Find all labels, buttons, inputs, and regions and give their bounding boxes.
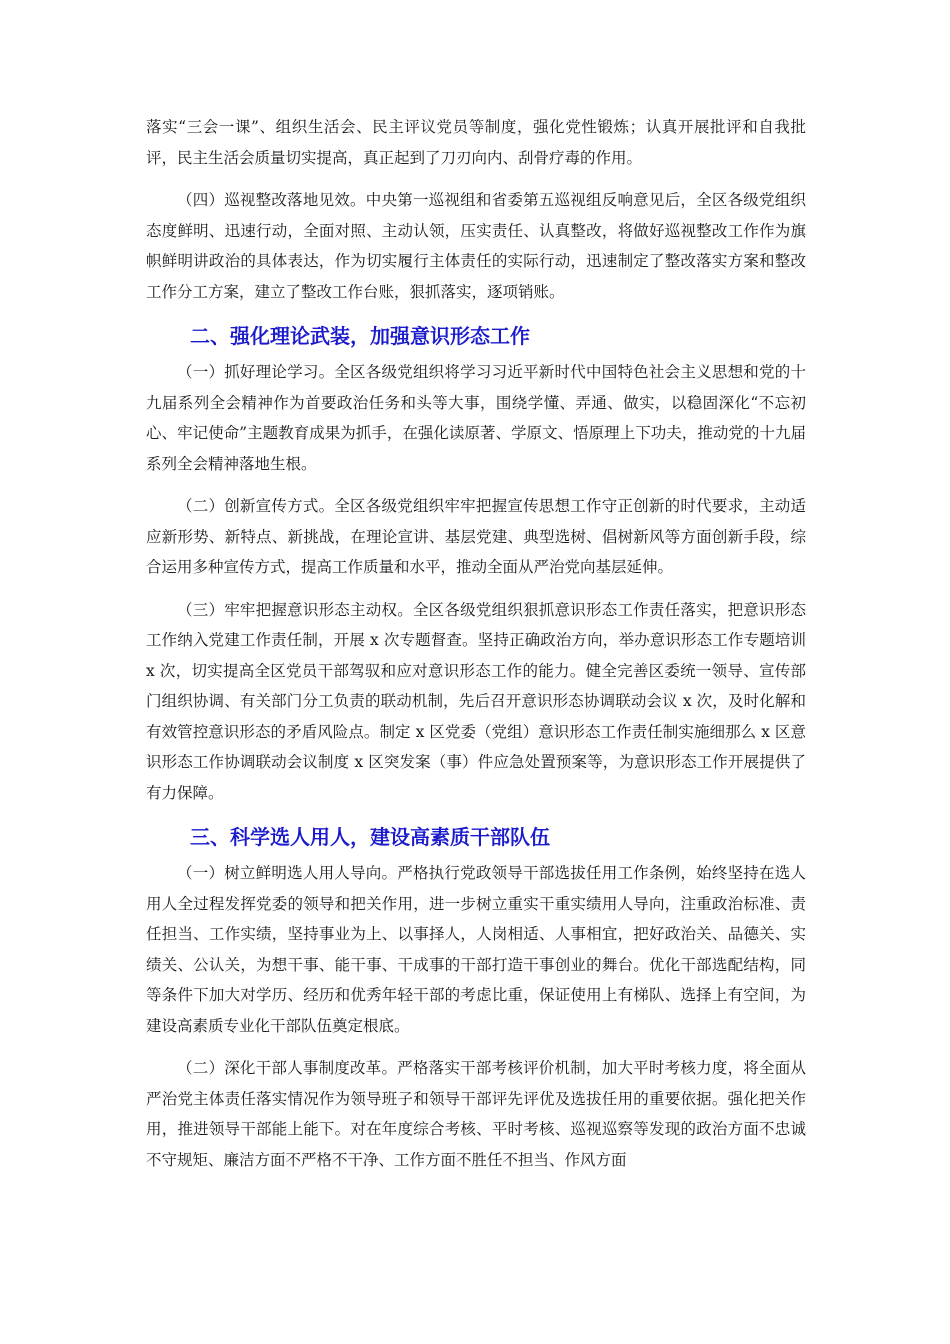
paragraph-inspection-rectification: （四）巡视整改落地见效。中央第一巡视组和省委第五巡视组反响意见后，全区各级党组织态度鲜明、迅速行动，全面对照、主动认领，压实责任、认真整改，将做好巡视整改工作作为旗帜鲜明讲政治的具体表达，作为切实履行主体责任的实际行动，迅速制定了整改落实方案和整改工作分工方案，建立了整改工作台账，狠抓落实，逐项销账。 [146,191,806,301]
section-heading-3: 三、科学选人用人，建设高素质干部队伍 [190,825,550,849]
paragraph-selection-orientation: （一）树立鲜明选人用人导向。严格执行党政领导干部选拔任用工作条例，始终坚持在选人用人全过程发挥党委的领导和把关作用，进一步树立重实干重实绩用人导向，注重政治标准、责任担当、工作实绩，坚持事业为上、以事择人，人岗相适、人事相宜，把好政治关、品德关、实绩关、公认关，为想干事、能干事、干成事的干部打造干事创业的舞台。优化干部选配结构，同等条件下加大对学历、经历和优秀年轻干部的考虑比重，保证使用上有梯队、选择上有空间，为建设高素质专业化干部队伍奠定根底。 [146,864,806,1035]
paragraph-theory-study: （一）抓好理论学习。全区各级党组织将学习习近平新时代中国特色社会主义思想和党的十九届系列全会精神作为首要政治任务和头等大事，围绕学懂、弄通、做实，以稳固深化“不忘初心、牢记使命”主题教育成果为抓手，在强化读原著、学原文、悟原理上下功夫，推动党的十九届系列全会精神落地生根。 [146,363,806,473]
paragraph-personnel-reform: （二）深化干部人事制度改革。严格落实干部考核评价机制，加大平时考核力度，将全面从严治党主体责任落实情况作为领导班子和领导干部评先评优及选拔任用的重要依据。强化把关作用，推进领导干部能上能下。对在年度综合考核、平时考核、巡视巡察等发现的政治方面不忠诚不守规矩、廉洁方面不严格不干净、工作方面不胜任不担当、作风方面 [146,1059,806,1169]
document-page [146,0,806,1175]
paragraph-publicity-innovation: （二）创新宣传方式。全区各级党组织牢牢把握宣传思想工作守正创新的时代要求，主动适应新形势、新特点、新挑战，在理论宣讲、基层党建、典型选树、倡树新风等方面创新手段，综合运用多种宣传方式，提高工作质量和水平，推动全面从严治党向基层延伸。 [146,497,806,576]
section-heading-2: 二、强化理论武装，加强意识形态工作 [190,324,530,348]
paragraph-continuation: 落实“三会一课”、组织生活会、民主评议党员等制度，强化党性锻炼；认真开展批评和自我批评，民主生活会质量切实提高，真正起到了刀刃向内、刮骨疗毒的作用。 [146,118,806,167]
paragraph-ideology-initiative: （三）牢牢把握意识形态主动权。全区各级党组织狠抓意识形态工作责任落实，把意识形态工作纳入党建工作责任制，开展 x 次专题督查。坚持正确政治方向，举办意识形态工作专题培训 x 次，切实提高全区党员干部驾驭和应对意识形态工作的能力。健全完善区委统一领导、宣传部门组织协调、有关部门分工负责的联动机制，先后召开意识形态协调联动会议 x 次，及时化解和有效管控意识形态的矛盾风险点。制定 x 区党委（党组）意识形态工作责任制实施细那么 x 区意识形态工作协调联动会议制度 x 区突发案（事）件应急处置预案等，为意识形态工作开展提供了有力保障。 [146,600,806,802]
